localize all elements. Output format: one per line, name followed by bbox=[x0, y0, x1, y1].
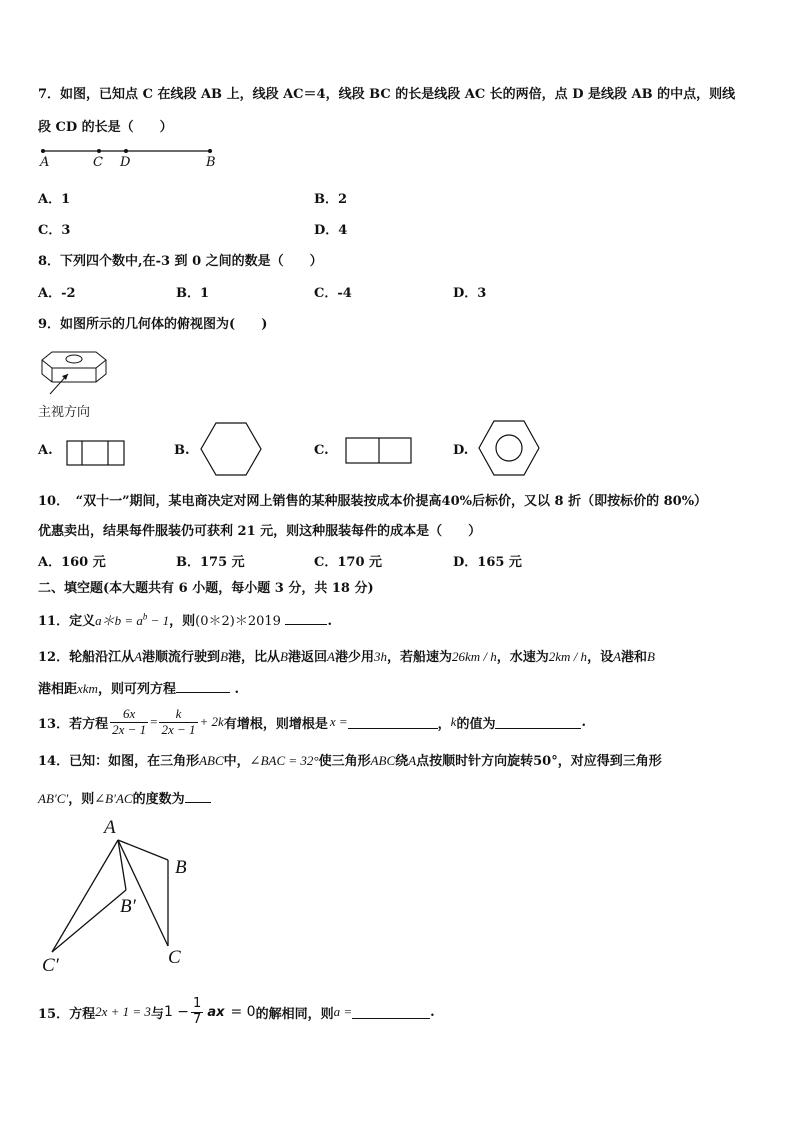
q13-fraction-1 bbox=[110, 707, 148, 737]
q8-option-c[interactable]: C．-4 bbox=[314, 286, 352, 301]
q13-prefix: 13．若方程 bbox=[38, 716, 109, 732]
section-heading-fill-in: 二、填空题(本大题共有 6 小题，每小题 3 分，共 18 分) bbox=[38, 581, 374, 596]
q12-text-b: 港顺流行驶到 bbox=[142, 650, 221, 665]
figure-label-c: C bbox=[168, 947, 181, 968]
q15-f-den: 7 bbox=[193, 1011, 202, 1027]
q8-option-d[interactable]: D．3 bbox=[453, 286, 487, 301]
q12-port-b-2: B bbox=[280, 649, 288, 664]
q15-a-equals: a = bbox=[333, 1004, 353, 1019]
q10-option-d[interactable]: D．165 元 bbox=[453, 555, 522, 570]
q7-option-b[interactable]: B．2 bbox=[314, 192, 348, 207]
option-a-rectangles-icon[interactable] bbox=[66, 440, 126, 468]
q15-one-minus: 1 − bbox=[163, 1004, 190, 1020]
point-label-b: B bbox=[206, 155, 216, 170]
q12-port-a-3: A bbox=[613, 649, 622, 664]
q13-f1-num: 6x bbox=[110, 707, 148, 722]
q14-rotated-triangle: AB′C′ bbox=[38, 791, 69, 806]
q13-equals: = bbox=[150, 714, 158, 729]
q7-option-d[interactable]: D．4 bbox=[314, 223, 348, 238]
q14-text-b: 中， bbox=[223, 754, 250, 769]
q15-line bbox=[38, 992, 435, 1032]
q13-mid2: 的值为 bbox=[456, 716, 496, 732]
q12-ship-speed: 26km / h bbox=[451, 649, 497, 664]
q13-mid: 有增根，则增根是 bbox=[223, 716, 328, 732]
q9-option-c-label[interactable]: C. bbox=[314, 443, 329, 458]
q15-f-num: 1 bbox=[193, 996, 202, 1012]
q12-text-d: 港返回 bbox=[287, 650, 327, 665]
q11-prefix: 11．定义 bbox=[38, 614, 96, 629]
q15-fraction bbox=[191, 997, 203, 1027]
q15-ax: ax bbox=[207, 1004, 225, 1020]
q9-option-d-label[interactable]: D. bbox=[453, 443, 469, 458]
q9-option-b-label[interactable]: B. bbox=[174, 443, 190, 458]
q11-definition: a＊b = a bbox=[95, 613, 143, 628]
q14-triangle: ABC bbox=[199, 753, 224, 768]
q12-line2 bbox=[38, 678, 239, 697]
q13-f2-den: 2x − 1 bbox=[161, 721, 196, 737]
q15-equals-zero: = 0 bbox=[230, 1004, 256, 1020]
q9-option-a-label[interactable]: A. bbox=[38, 443, 53, 458]
q11-definition-tail: − 1 bbox=[147, 613, 170, 628]
q14-target-angle: ∠B′AC bbox=[94, 791, 133, 806]
q13-end: . bbox=[581, 714, 586, 730]
q13-k-blank[interactable] bbox=[495, 727, 581, 729]
view-direction-caption: 主视方向 bbox=[38, 405, 91, 420]
q7-stem-line2: 段 CD 的长是（ ） bbox=[38, 120, 173, 135]
q11-mid: ，则 bbox=[169, 614, 196, 629]
point-label-a: A bbox=[40, 155, 50, 170]
q14-point-a: A bbox=[408, 753, 417, 768]
q11-exponent: b bbox=[142, 611, 148, 622]
q11-expression: (0＊2)＊2019 bbox=[195, 614, 281, 629]
q13-f2-num: k bbox=[159, 707, 197, 722]
q15-end: . bbox=[430, 1004, 435, 1020]
q12-text-e: 港少用 bbox=[334, 650, 374, 665]
q14-line2 bbox=[38, 788, 211, 807]
q15-with: 与 bbox=[150, 1006, 164, 1022]
q12-text-c: 港，比从 bbox=[228, 650, 281, 665]
q12-end: . bbox=[234, 682, 240, 697]
q12-water-speed: 2km / h bbox=[548, 649, 588, 664]
q13-fraction-2 bbox=[159, 707, 197, 737]
q8-option-a[interactable]: A．-2 bbox=[38, 286, 76, 301]
hex-nut-figure bbox=[38, 348, 118, 403]
q12-port-b: B bbox=[220, 649, 229, 664]
q11-end: . bbox=[327, 614, 333, 629]
q12-text-h: ，设 bbox=[587, 650, 614, 665]
q12-text-j: 港相距 bbox=[38, 682, 78, 697]
q12-text-i: 港和 bbox=[621, 650, 648, 665]
option-b-hexagon-icon[interactable] bbox=[200, 421, 264, 479]
q10-stem-line1: 10． “双十一”期间，某电商决定对网上销售的某种服装按成本价提高40%后标价，又以 8 折（即按标价的 80%） bbox=[38, 494, 708, 509]
q10-option-c[interactable]: C．170 元 bbox=[314, 555, 383, 570]
q12-port-a-2: A bbox=[327, 649, 335, 664]
q14-text-f: ，则 bbox=[68, 792, 95, 807]
q14-text-d: 绕 bbox=[395, 754, 409, 769]
q8-stem: 8．下列四个数中,在-3 到 0 之间的数是（ ） bbox=[38, 254, 323, 269]
q14-answer-blank[interactable] bbox=[185, 801, 211, 803]
q10-option-a[interactable]: A．160 元 bbox=[38, 555, 106, 570]
q15-mid: 的解相同，则 bbox=[255, 1006, 334, 1022]
q8-option-b[interactable]: B．1 bbox=[176, 286, 210, 301]
q12-time: 3h bbox=[373, 649, 387, 664]
figure-label-b-prime: B′ bbox=[120, 896, 136, 917]
q14-triangle-2: ABC bbox=[370, 753, 396, 768]
q11-answer-blank[interactable] bbox=[285, 623, 327, 625]
q13-f1-den: 2x − 1 bbox=[112, 721, 147, 737]
q12-distance-var: xkm bbox=[77, 681, 98, 696]
q14-text-g: 的度数为 bbox=[132, 792, 185, 807]
q13-x-equals: x = bbox=[329, 714, 348, 729]
q9-stem: 9．如图所示的几何体的俯视图为( ) bbox=[38, 317, 268, 332]
q10-option-b[interactable]: B．175 元 bbox=[176, 555, 245, 570]
q12-text-k: ，则可列方程 bbox=[97, 682, 176, 697]
q14-angle: ∠BAC = 32° bbox=[249, 753, 319, 768]
q14-text-a: 14．已知：如图，在三角形 bbox=[38, 754, 200, 769]
q15-equation-1: 2x + 1 = 3 bbox=[95, 1004, 151, 1019]
figure-label-c-prime: C′ bbox=[42, 955, 59, 976]
q15-prefix: 15．方程 bbox=[38, 1006, 96, 1022]
q13-comma: ， bbox=[437, 716, 451, 732]
option-c-two-rectangles-icon[interactable] bbox=[345, 437, 413, 467]
q13-k: k bbox=[450, 714, 457, 729]
q15-answer-blank[interactable] bbox=[352, 1017, 430, 1019]
segment-figure bbox=[38, 143, 228, 173]
q13-tail: + 2k bbox=[199, 714, 224, 729]
point-label-c: C bbox=[93, 155, 103, 170]
q13-line bbox=[38, 702, 586, 742]
q10-stem-line2: 优惠卖出，结果每件服装仍可获利 21 元，则这种服装每件的成本是（ ） bbox=[38, 524, 482, 539]
q14-text-c: 使三角形 bbox=[318, 754, 371, 769]
option-d-hexagon-circle-icon[interactable] bbox=[478, 419, 542, 479]
q12-answer-blank[interactable] bbox=[176, 691, 230, 693]
q12-line1 bbox=[38, 646, 655, 665]
q12-text-g: ，水速为 bbox=[496, 650, 549, 665]
q12-port-a: A bbox=[134, 649, 143, 664]
figure-label-b: B bbox=[175, 857, 187, 878]
q12-text-a: 12．轮船沿江从 bbox=[38, 650, 135, 665]
q12-port-b-3: B bbox=[647, 649, 655, 664]
q7-stem-line1: 7．如图，已知点 C 在线段 AB 上，线段 AC＝4，线段 BC 的长是线段 AC 长的两倍，点 D 是线段 AB 的中点，则线 bbox=[38, 87, 736, 102]
figure-label-a: A bbox=[104, 817, 116, 838]
q11-line bbox=[38, 610, 332, 629]
q13-root-blank[interactable] bbox=[348, 727, 438, 729]
q7-option-c[interactable]: C．3 bbox=[38, 223, 71, 238]
q14-text-e: 点按顺时针方向旋转50°，对应得到三角形 bbox=[416, 754, 662, 769]
q14-line1 bbox=[38, 750, 662, 769]
q12-text-f: ，若船速为 bbox=[386, 650, 452, 665]
point-label-d: D bbox=[120, 155, 131, 170]
q7-option-a[interactable]: A．1 bbox=[38, 192, 71, 207]
